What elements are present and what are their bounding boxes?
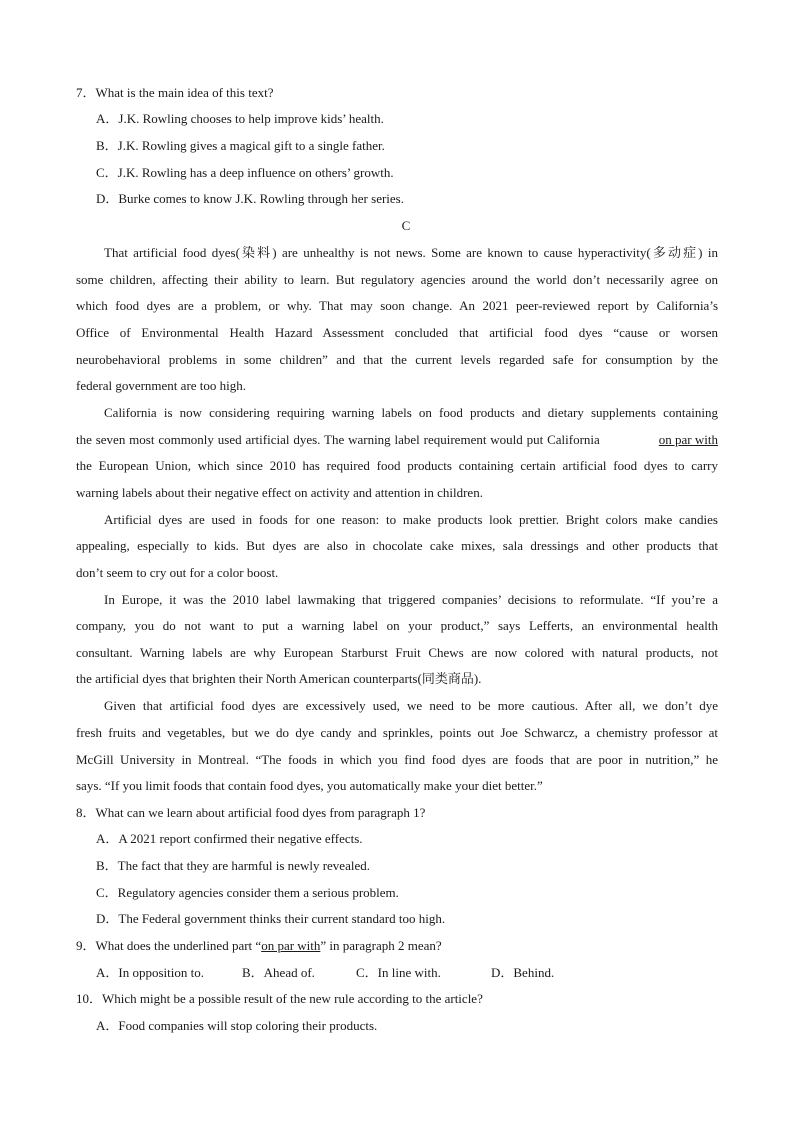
question-9-option-a: A．In opposition to. <box>96 965 204 980</box>
passage-p1-line: which food dyes are a problem, or why. That may soon change. An 2021 peer-reviewed report by California’s <box>76 298 718 313</box>
question-7-option-c: C．J.K. Rowling has a deep influence on others’ growth. <box>96 165 394 180</box>
passage-p2-line: California is now considering requiring warning labels on food products and dietary supplements containing <box>104 405 718 420</box>
passage-p4-line: company, you do not want to put a warning label on your product,” says Lefferts, an environmental health <box>76 618 718 633</box>
question-7-option-b: B．J.K. Rowling gives a magical gift to a single father. <box>96 138 385 153</box>
question-7-option-d: D．Burke comes to know J.K. Rowling through her series. <box>96 191 404 206</box>
passage-p1-line: federal government are too high. <box>76 378 247 393</box>
passage-p1-line: That artificial food dyes(染料) are unhealthy is not news. Some are known to cause hyperactivity(多动症) in <box>104 245 718 260</box>
passage-p2-line <box>76 432 718 448</box>
passage-p5-line: McGill University in Montreal. “The foods in which you find food dyes are foods that are poor in nutrition,” he <box>76 752 718 767</box>
question-9-option-b: B．Ahead of. <box>242 965 315 980</box>
question-7-stem: 7．What is the main idea of this text? <box>76 85 274 100</box>
passage-p5-line: fresh fruits and vegetables, but we do dye candy and sprinkles, points out Joe Schwarcz, a chemistry professor at <box>76 725 718 740</box>
question-8-option-d: D．The Federal government thinks their current standard too high. <box>96 911 446 926</box>
question-9-option-c: C．In line with. <box>356 965 441 980</box>
question-8-option-a: A．A 2021 report confirmed their negative effects. <box>96 831 363 846</box>
passage-p4-line: the artificial dyes that brighten their North American counterparts(同类商品). <box>76 671 482 686</box>
passage-p4-line: consultant. Warning labels are why European Starburst Fruit Chews are now colored with natural products, not <box>76 645 718 660</box>
question-9-stem-start: 9．What does the underlined part “ <box>76 938 262 953</box>
question-9-option-d: D．Behind. <box>491 965 555 980</box>
passage-p3-line: appealing, especially to kids. But dyes are also in chocolate cake mixes, sala dressings and other products that <box>76 538 718 553</box>
passage-p5-line: says. “If you limit foods that contain food dyes, you automatically make your diet better.” <box>76 778 543 793</box>
passage-p2-line: the European Union, which since 2010 has required food products containing certain artificial food dyes to carry <box>76 458 718 473</box>
question-10-stem: 10．Which might be a possible result of the new rule according to the article? <box>76 991 483 1006</box>
question-9-stem <box>76 938 442 954</box>
passage-p4-line: In Europe, it was the 2010 label lawmaking that triggered companies’ decisions to reformulate. “If you’re a <box>104 592 718 607</box>
passage-p3-line: Artificial dyes are used in foods for one reason: to make products look prettier. Bright colors make candies <box>104 512 718 527</box>
passage-p2-text: the seven most commonly used artificial dyes. The warning label requirement would put California <box>76 432 604 447</box>
passage-p1-line: Office of Environmental Health Hazard Assessment concluded that artificial food dyes “cause or worsen <box>76 325 718 340</box>
question-7-option-a: A．J.K. Rowling chooses to help improve kids’ health. <box>96 111 384 126</box>
section-letter: C <box>401 218 411 233</box>
passage-p2-line: warning labels about their negative effect on activity and attention in children. <box>76 485 483 500</box>
underlined-phrase: on par with <box>658 432 718 447</box>
question-10-option-a: A．Food companies will stop coloring their products. <box>96 1018 378 1033</box>
question-8-stem: 8．What can we learn about artificial food dyes from paragraph 1? <box>76 805 426 820</box>
question-8-option-b: B．The fact that they are harmful is newly revealed. <box>96 858 370 873</box>
passage-p3-line: don’t seem to cry out for a color boost. <box>76 565 279 580</box>
passage-p1-line: neurobehavioral problems in some children” and that the current levels regarded safe for consumption by the <box>76 352 718 367</box>
underlined-phrase: on par with <box>261 938 321 953</box>
passage-p5-line: Given that artificial food dyes are excessively used, we need to be more cautious. After all, we don’t dye <box>104 698 718 713</box>
question-8-option-c: C．Regulatory agencies consider them a serious problem. <box>96 885 399 900</box>
question-9-stem-end: ” in paragraph 2 mean? <box>320 938 442 953</box>
passage-p1-line: some children, affecting their ability to learn. But regulatory agencies around the world don’t necessarily agree on <box>76 272 718 287</box>
